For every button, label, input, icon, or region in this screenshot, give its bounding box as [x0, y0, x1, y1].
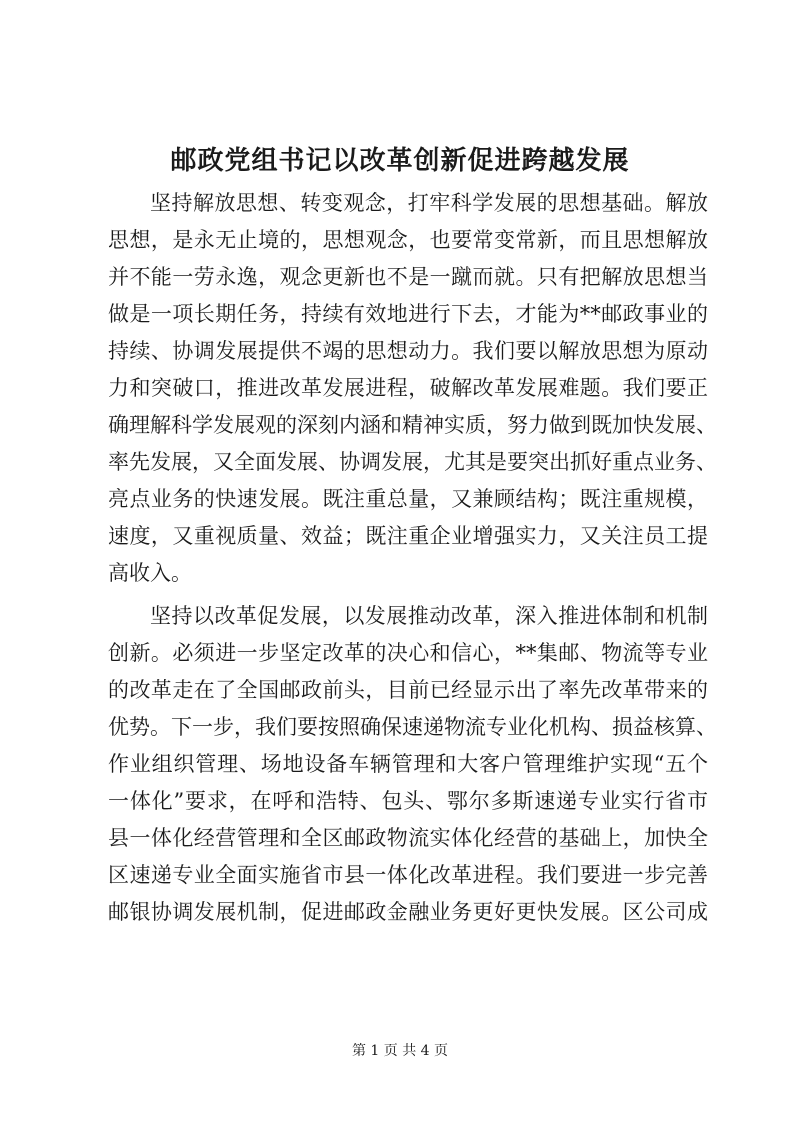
text-line: 优势。下一步，我们要按照确保速递物流专业化机构、损益核算、	[108, 715, 717, 739]
paragraph-1	[108, 185, 717, 592]
text-line: 区速递专业全面实施省市县一体化改革进程。我们要进一步完善	[108, 863, 708, 887]
text-line: 速度，又重视质量、效益；既注重企业增强实力，又关注员工提	[108, 524, 708, 548]
text-line: 县一体化经营管理和全区邮政物流实体化经营的基础上，加快全	[108, 826, 708, 850]
paragraph-2	[108, 598, 717, 931]
document-title: 邮政党组书记以改革创新促进跨越发展	[170, 146, 630, 176]
text-line: 创新。必须进一步坚定改革的决心和信心，**集邮、物流等专业	[108, 641, 708, 665]
text-line: 坚持解放思想、转变观念，打牢科学发展的思想基础。解放	[150, 191, 708, 215]
text-line: 持续、协调发展提供不竭的思想动力。我们要以解放思想为原动	[108, 339, 708, 363]
text-line: 率先发展，又全面发展、协调发展，尤其是要突出抓好重点业务、	[108, 450, 717, 474]
text-line: 亮点业务的快速发展。既注重总量，又兼顾结构；既注重规模，	[108, 487, 708, 511]
text-line: 坚持以改革促发展，以发展推动改革，深入推进体制和机制	[150, 604, 708, 628]
text-line: 邮银协调发展机制，促进邮政金融业务更好更快发展。区公司成	[108, 900, 708, 924]
text-line: 作业组织管理、场地设备车辆管理和大客户管理维护实现“五个	[108, 752, 708, 776]
text-line: 力和突破口，推进改革发展进程，破解改革发展难题。我们要正	[108, 376, 708, 400]
text-line: 一体化”要求，在呼和浩特、包头、鄂尔多斯速递专业实行省市	[108, 789, 708, 813]
text-line: 做是一项长期任务，持续有效地进行下去，才能为**邮政事业的	[108, 302, 708, 326]
text-line: 并不能一劳永逸，观念更新也不是一蹴而就。只有把解放思想当	[108, 265, 708, 289]
text-line: 思想，是永无止境的，思想观念，也要常变常新，而且思想解放	[108, 228, 708, 252]
text-line: 高收入。	[108, 561, 192, 585]
document-body	[108, 185, 717, 931]
text-line: 确理解科学发展观的深刻内涵和精神实质，努力做到既加快发展、	[108, 413, 717, 437]
page-number-footer: 第 1 页 共 4 页	[351, 1043, 449, 1059]
text-line: 的改革走在了全国邮政前头，目前已经显示出了率先改革带来的	[108, 678, 708, 702]
